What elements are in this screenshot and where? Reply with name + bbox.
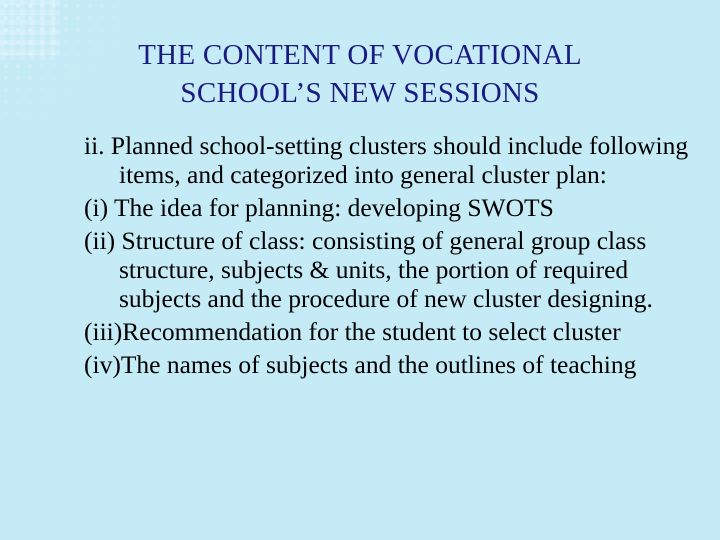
paragraph-ii-structure: (ii) Structure of class: consisting of general group class structure, subjects & units, the portion of required subjects and the procedure of new cluster designing. bbox=[84, 226, 653, 313]
paragraph-ii: ii. Planned school-setting clusters should include following items, and categorized into general cluster plan: bbox=[84, 131, 689, 189]
paragraph-iii: (iii)Recommendation for the student to select cluster bbox=[84, 317, 621, 346]
slide-title-line-1: THE CONTENT OF VOCATIONAL bbox=[138, 39, 582, 71]
paragraph-i: (i) The idea for planning: developing SWOTS bbox=[84, 193, 554, 222]
slide-title-line-2: SCHOOL’S NEW SESSIONS bbox=[180, 77, 540, 109]
slide-body bbox=[84, 131, 694, 383]
corner-squares-decoration bbox=[0, 0, 60, 60]
slide-title bbox=[60, 36, 660, 112]
paragraph-iv: (iv)The names of subjects and the outlines of teaching bbox=[84, 350, 637, 379]
